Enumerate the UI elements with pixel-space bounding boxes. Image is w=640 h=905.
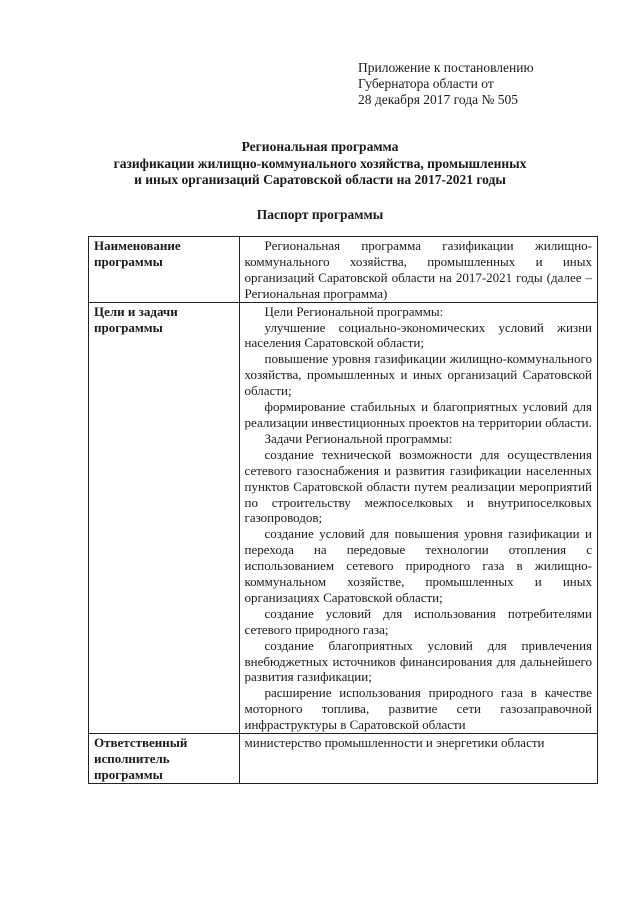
table-row-executor <box>89 734 598 784</box>
appendix-line: 28 декабря 2017 года № 505 <box>358 92 518 107</box>
paragraph: создание условий для использования потребителями сетевого природного газа; <box>244 605 592 637</box>
table-row-goals <box>89 302 598 733</box>
row-value <box>239 734 597 784</box>
title-line: газификации жилищно-коммунального хозяйства, промышленных <box>113 155 527 171</box>
title-line: и иных организаций Саратовской области на 2017-2021 годы <box>134 172 506 187</box>
document-title <box>0 139 640 189</box>
appendix-line: Губернатора области от <box>358 76 494 91</box>
row-label: Цели и задачи программы <box>89 302 240 733</box>
passport-table <box>88 236 598 784</box>
paragraph: создание условий для повышения уровня газификации и перехода на передовые технологии отопления с использованием сетевого природного газа в жилищно-коммунальном хозяйстве, промышленных и иных организациях Саратовской области; <box>244 526 592 605</box>
table-row-name <box>89 237 598 303</box>
appendix-line: Приложение к постановлению <box>358 60 534 75</box>
paragraph: расширение использования природного газа в качестве моторного топлива, развитие сети газозаправочной инфраструктуры в Саратовской области <box>244 685 592 733</box>
paragraph: формирование стабильных и благоприятных условий для реализации инвестиционных проектов на территории области. <box>244 399 592 430</box>
paragraph: создание технической возможности для осуществления сетевого газоснабжения и развития газификации населенных пунктов Саратовской области путем реализации мероприятий по строительству межпоселковых и внутрипоселковых газопроводов; <box>244 446 592 526</box>
row-value <box>239 302 597 733</box>
row-label: Ответственный исполнитель программы <box>89 734 240 784</box>
appendix-note <box>358 60 534 108</box>
paragraph: повышение уровня газификации жилищно-коммунального хозяйства, промышленных и иных организаций Саратовской области; <box>244 351 592 399</box>
title-line: Региональная программа <box>241 139 399 154</box>
paragraph: Региональная программа газификации жилищно-коммунального хозяйства, промышленных и иных организаций Саратовской области на 2017-2021 годы (далее – Региональная программа) <box>244 238 592 301</box>
paragraph: создание благоприятных условий для привлечения внебюджетных источников финансирования для дальнейшего развития газификации; <box>244 637 592 685</box>
paragraph: улучшение социально-экономических условий жизни населения Саратовской области; <box>244 319 592 351</box>
passport-heading: Паспорт программы <box>256 207 384 222</box>
paragraph: министерство промышленности и энергетики области <box>244 735 545 751</box>
row-label: Наименование программы <box>89 237 240 303</box>
paragraph: Задачи Региональной программы: <box>264 430 453 446</box>
row-value <box>239 237 597 303</box>
paragraph: Цели Региональной программы: <box>264 303 444 319</box>
